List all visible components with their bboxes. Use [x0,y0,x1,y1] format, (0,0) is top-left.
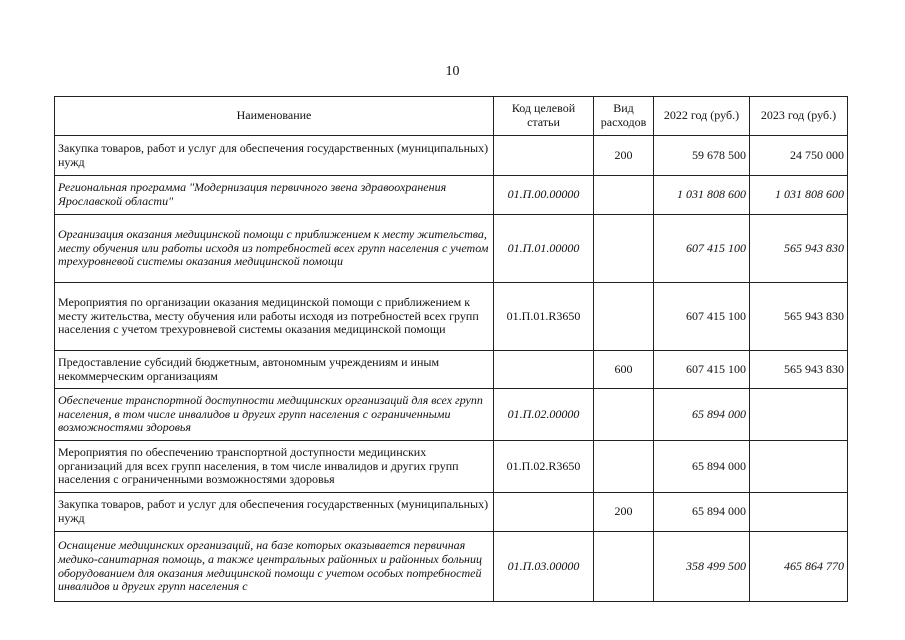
table-row [55,493,848,532]
cell-kind [594,532,654,602]
cell-code: 01.П.01.R3650 [494,283,594,351]
page-number: 10 [445,64,460,79]
cell-name: Организация оказания медицинской помощи с приближением к месту жительства, месту обучения или работы исходя из потребностей всех групп населения с учетом трехуровневой системы оказания медицинской помощи [55,215,494,283]
cell-2022: 607 415 100 [654,215,750,283]
cell-2022: 607 415 100 [654,351,750,389]
cell-2022: 1 031 808 600 [654,176,750,215]
cell-code [494,493,594,532]
budget-table [54,96,848,602]
cell-2023: 565 943 830 [750,351,848,389]
cell-code [494,136,594,176]
cell-kind [594,441,654,493]
table-row [55,283,848,351]
cell-name: Предоставление субсидий бюджетным, автономным учреждениям и иным некоммерческим организациям [55,351,494,389]
cell-2023: 24 750 000 [750,136,848,176]
cell-2023: 565 943 830 [750,283,848,351]
cell-2022: 358 499 500 [654,532,750,602]
cell-2023: 1 031 808 600 [750,176,848,215]
table-row [55,176,848,215]
cell-name: Закупка товаров, работ и услуг для обеспечения государственных (муниципальных) нужд [55,493,494,532]
cell-2022: 65 894 000 [654,389,750,441]
cell-kind [594,176,654,215]
header-2023: 2023 год (руб.) [750,97,848,136]
table-row [55,532,848,602]
cell-name: Закупка товаров, работ и услуг для обеспечения государственных (муниципальных) нужд [55,136,494,176]
cell-name: Оснащение медицинских организаций, на базе которых оказывается первичная медико-санитарная помощь, а также центральных районных и районных больниц оборудованием для оказания медицинской помощи с учетом особых потребностей инвалидов и других групп населения с [55,532,494,602]
cell-2022: 59 678 500 [654,136,750,176]
table-row [55,389,848,441]
table-row [55,441,848,493]
cell-2023 [750,389,848,441]
cell-name: Мероприятия по обеспечению транспортной доступности медицинских организаций для всех групп населения, в том числе инвалидов и других групп населения с ограниченными возможностями здоровья [55,441,494,493]
cell-kind [594,215,654,283]
table-row [55,215,848,283]
table-row [55,351,848,389]
cell-kind: 200 [594,493,654,532]
cell-kind [594,283,654,351]
cell-name: Региональная программа "Модернизация первичного звена здравоохранения Ярославской области" [55,176,494,215]
header-2022: 2022 год (руб.) [654,97,750,136]
table-header-row [55,97,848,136]
cell-kind: 600 [594,351,654,389]
cell-code: 01.П.01.00000 [494,215,594,283]
cell-code: 01.П.02.R3650 [494,441,594,493]
cell-2023: 565 943 830 [750,215,848,283]
cell-2023: 465 864 770 [750,532,848,602]
cell-2022: 607 415 100 [654,283,750,351]
table-row [55,136,848,176]
cell-2022: 65 894 000 [654,441,750,493]
header-kind: Вид расходов [594,97,654,136]
cell-kind: 200 [594,136,654,176]
header-code: Код целевой статьи [494,97,594,136]
cell-2023 [750,493,848,532]
cell-kind [594,389,654,441]
cell-code: 01.П.00.00000 [494,176,594,215]
header-name: Наименование [55,97,494,136]
cell-code: 01.П.02.00000 [494,389,594,441]
cell-name: Обеспечение транспортной доступности медицинских организаций для всех групп населения, в том числе инвалидов и других групп населения с ограниченными возможностями здоровья [55,389,494,441]
cell-2023 [750,441,848,493]
cell-2022: 65 894 000 [654,493,750,532]
cell-name: Мероприятия по организации оказания медицинской помощи с приближением к месту жительства, месту обучения или работы исходя из потребностей всех групп населения с учетом трехуровневой системы оказания медицинской помощи [55,283,494,351]
cell-code [494,351,594,389]
cell-code: 01.П.03.00000 [494,532,594,602]
